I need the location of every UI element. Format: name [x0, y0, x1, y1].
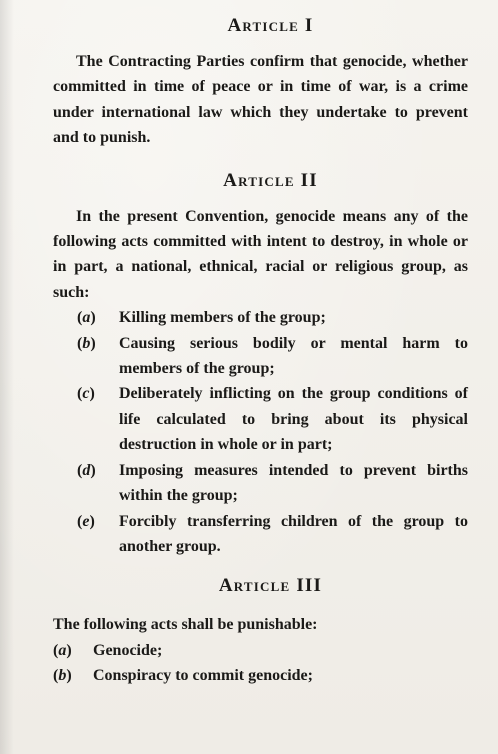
article-3-heading: Article III: [218, 575, 323, 597]
list-item-marker: (a): [77, 309, 96, 327]
list-item: [53, 638, 468, 663]
list-item-marker: (d): [77, 461, 96, 479]
list-item-marker: (b): [77, 334, 96, 352]
list-item-text: Deliberately inflicting on the group conditions of life calculated to bring about its physical destruction in whole or in part;: [119, 385, 468, 454]
article-2-paragraph: In the present Convention, genocide means any of the following acts committed with intent to destroy, in whole or in part, a national, ethnical, racial or religious group, as such:: [53, 207, 468, 301]
list-item-text: Imposing measures intended to prevent births within the group;: [119, 461, 468, 505]
list-item-text: Conspiracy to commit genocide;: [93, 667, 313, 685]
list-item: [53, 509, 468, 560]
list-item-text: Genocide;: [93, 641, 163, 659]
list-item-text: Causing serious bodily or mental harm to members of the group;: [119, 334, 468, 378]
article-1-paragraph: The Contracting Parties confirm that genocide, whether committed in time of peace or in time of war, is a crime under international law which they undertake to prevent and to punish.: [53, 53, 468, 147]
article-1-heading: Article I: [227, 15, 314, 36]
list-item: [53, 458, 468, 509]
list-item-marker: (a): [53, 641, 72, 659]
list-item: [53, 663, 468, 688]
list-item: [53, 331, 468, 382]
article-2-heading: Article II: [223, 169, 318, 191]
article-2-list: [53, 305, 468, 559]
list-item-marker: (e): [77, 512, 95, 530]
list-item-marker: (c): [77, 385, 95, 403]
list-item-text: Killing members of the group;: [119, 309, 326, 327]
article-3-list: [53, 638, 468, 689]
list-item-text: Forcibly transferring children of the group to another group.: [119, 512, 468, 555]
article-3-paragraph: The following acts shall be punishable:: [53, 616, 318, 634]
list-item: [53, 381, 468, 457]
list-item: [53, 305, 468, 330]
list-item-marker: (b): [53, 667, 72, 685]
